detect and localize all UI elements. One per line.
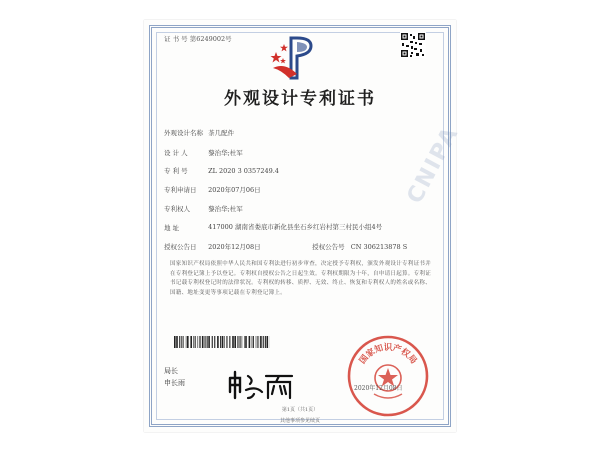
certificate-body-text: 国家知识产权局依照中华人民共和国专利法进行初步审查，决定授予专利权，颁发外观设计专利证书并在专利登记簿上予以登记。专利权自授权公告之日起生效。专利权期限为十年，自申请日起算。专利证书记载专利权登记时的法律状况。专利权的转移、质押、无效、终止、恢复和专利权人的姓名或名称、国籍、地址变更等事项记载在专利登记簿上。	[170, 261, 432, 296]
certificate-sheet	[144, 20, 465, 432]
field-label: 授权公告号	[312, 243, 345, 251]
notice-text: 其他事项参见续页	[279, 418, 320, 424]
barcode-icon	[174, 336, 270, 348]
seal-text: 国家知识产权局	[357, 343, 419, 367]
field-label: 专 利 号	[164, 167, 188, 175]
field-value: 2020年12月08日	[208, 243, 261, 251]
field-value: 417000 湖南省娄底市新化县坐石乡红岩村第三村民小组4号	[208, 223, 383, 231]
field-address	[164, 223, 404, 232]
field-label: 专利权人	[164, 205, 190, 213]
field-value: CN 306213878 S	[350, 243, 408, 251]
field-application-date	[164, 185, 261, 194]
field-design-name	[164, 128, 234, 137]
field-label: 授权公告日	[164, 243, 197, 251]
certificate-title: 外观设计专利证书	[224, 89, 376, 109]
director-title: 申长雨	[164, 379, 185, 387]
field-value: 茶几配件	[208, 129, 235, 137]
field-value: 黎治华;杜军	[208, 205, 243, 213]
director-label: 局长	[164, 367, 178, 375]
field-designer	[164, 148, 243, 157]
field-label: 外观设计名称	[164, 129, 203, 137]
svg-text:国家知识产权局	[357, 342, 419, 366]
field-label: 专利申请日	[164, 186, 197, 194]
field-grant-date	[164, 242, 407, 251]
field-label: 设 计 人	[164, 149, 188, 157]
page-number: 第1页（共1页）	[281, 407, 319, 413]
field-value: ZL 2020 3 0357249.4	[208, 167, 279, 175]
seal-date: 2020年12月08日	[354, 385, 403, 392]
field-label: 地 址	[164, 224, 180, 232]
qr-code-icon	[400, 32, 426, 58]
field-value: 黎治华;杜军	[208, 149, 243, 157]
cnipa-logo-icon	[267, 34, 319, 82]
director-signature	[226, 368, 296, 400]
watermark-text: CNIPA	[402, 122, 465, 208]
certificate-number: 证 书 号 第6249002号	[164, 35, 232, 43]
field-value: 2020年07月06日	[208, 186, 261, 194]
field-patent-number	[164, 166, 279, 175]
field-patentee	[164, 204, 243, 213]
